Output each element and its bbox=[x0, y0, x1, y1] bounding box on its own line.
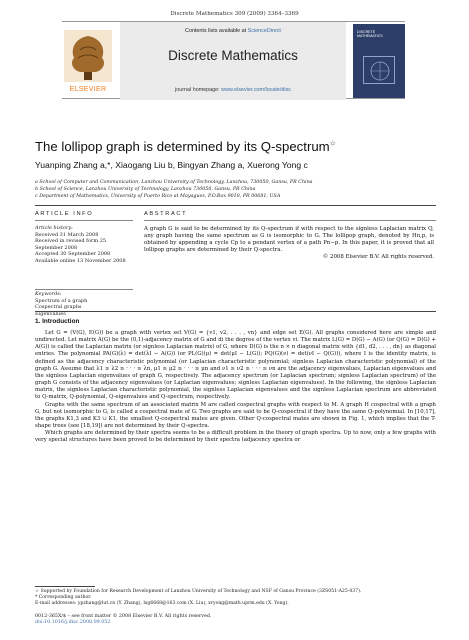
keywords-block bbox=[35, 291, 135, 317]
history-received: Received 31 March 2008 bbox=[35, 231, 99, 238]
article-info-heading: ARTICLE INFO bbox=[35, 211, 94, 217]
issn-line: 0012-365X/$ – see front matter © 2008 Elsevier B.V. All rights reserved. bbox=[35, 614, 212, 619]
homepage-prefix: journal homepage: bbox=[175, 87, 222, 93]
journal-masthead bbox=[62, 21, 405, 99]
footnote-rule bbox=[35, 586, 95, 587]
section-heading: 1. Introduction bbox=[35, 318, 80, 325]
email-footnote[interactable]: E-mail addresses: ypzhang@lut.cn (Y. Zhang), lxg6668@163.com (X. Liu), xryong@math.uprm.edu (X. Yong). bbox=[35, 600, 289, 606]
cover-graphic-icon bbox=[364, 57, 396, 85]
intro-paragraph: Which graphs are determined by their spectra seems to be a difficult problem in the theory of graph spectra. Up to now, only a few graphs with very special structures have been proved to be determined by their spectra (adjacency spectra or bbox=[35, 430, 436, 444]
history-online: Available online 13 November 2008 bbox=[35, 257, 126, 264]
abstract-heading: ABSTRACT bbox=[144, 211, 188, 217]
funding-footnote: ☆ Supported by Foundation for Research Development of Lanzhou University of Technology and NSF of Gansu Province (3ZS051-A25-037). bbox=[35, 589, 362, 594]
affiliation-c: c Department of Mathematics, University of Puerto Rico at Mayaguez, P.O.Box 9018, PR 00681, USA bbox=[35, 194, 281, 199]
homepage-line bbox=[120, 87, 346, 93]
sciencedirect-link[interactable]: ScienceDirect bbox=[247, 28, 281, 34]
article-history bbox=[35, 225, 135, 265]
affiliation-b: b School of Science, Lanzhou University of Technology, Lanzhou 730050, Gansu, PR China bbox=[35, 187, 256, 192]
running-header: Discrete Mathematics 309 (2009) 3364–3369 bbox=[170, 11, 299, 17]
intro-paragraph: Let G = (V(G), E(G)) be a graph with vertex set V(G) = {v1, v2, . . . , vn} and edge set E(G). All graphs considered here are simple and undirected. Let matrix A(G) be the (0,1)-adjacency matrix of G and di the degree of the vertex vi. The matrix L(G) = D(G) − A(G) (or Q(G) = D(G) + A(G)) is called the Laplacian matrix (or signless Laplacian matrix) of G, where D(G) is the n × n diagonal matrix with {d1, d2, . . . , dn} as diagonal entries. The polynomial PA(G)(λ) = det(λI − A(G)) (or PL(G)(μ) = det(μI − L(G)); PQ(G)(ν) = det(νI − Q(G))), where I is the identity matrix, is defined as the adjacency characteristic polynomial (or Laplacian characteristic polynomial; signless Laplacian characteristic polynomial) of the graph G. Assume that λ1 ≥ λ2 ≥ · · · ≥ λn, μ1 ≥ μ2 ≥ · · · ≥ μn and ν1 ≥ ν2 ≥ · · · ≥ νn are the adjacency eigenvalues, Laplacian eigenvalues and the signless Laplacian eigenvalues of graph G, respectively. The adjacency spectrum (or Laplacian spectrum; signless Laplacian spectrum) of the graph G consists of the adjacency eigenvalues (or Laplacian eigenvalues; signless Laplacian eigenvalues). In the following, the signless Laplacian matrix, the signless Laplacian characteristic polynomial, the signless Laplacian eigenvalues and the signless Laplacian spectrum are abbreviated to Q-matrix, Q-polynomial, Q-eigenvalues and Q-spectrum, respectively. bbox=[35, 330, 436, 401]
abstract-text: A graph G is said to be determined by its Q-spectrum if with respect to the signless Laplacian matrix Q, any graph having the same spectrum as G is isomorphic to G. The lollipop graph, denoted by Hn,p, is obtained by appending a cycle Cp to a pendant vertex of a path Pn−p. In this paper, it is proved that all lollipop graphs are determined by their Q-spectra. bbox=[144, 226, 434, 253]
keyword-item: Cospectral graphs bbox=[35, 304, 82, 311]
cover-image bbox=[363, 56, 395, 84]
masthead-panel bbox=[120, 22, 346, 100]
contents-line bbox=[120, 28, 346, 34]
abstract-body bbox=[144, 226, 434, 261]
title-footnote-mark[interactable]: ☆ bbox=[329, 140, 336, 148]
contents-prefix: Contents lists available at bbox=[185, 28, 248, 34]
corresponding-footnote: * Corresponding author. bbox=[35, 594, 92, 600]
article-title-text: The lollipop graph is determined by its Q-spectrum bbox=[35, 139, 330, 154]
bottom-matter bbox=[35, 614, 436, 627]
journal-title: Discrete Mathematics bbox=[168, 48, 298, 63]
copyright: © 2008 Elsevier B.V. All rights reserved. bbox=[322, 254, 434, 260]
publisher-name: ELSEVIER bbox=[69, 86, 107, 93]
keywords-label: Keywords: bbox=[35, 291, 62, 297]
doi-link[interactable]: doi:10.1016/j.disc.2008.09.052 bbox=[35, 620, 111, 626]
cover-line-2: MATHEMATICS bbox=[357, 34, 383, 39]
cover-line-1: DISCRETE bbox=[357, 30, 376, 34]
keyword-item: Eigenvalues bbox=[35, 310, 66, 317]
history-accepted: Accepted 30 September 2008 bbox=[35, 251, 111, 258]
abstract-rule bbox=[144, 220, 436, 221]
divider-mid bbox=[35, 311, 436, 312]
keywords-rule bbox=[35, 289, 133, 290]
keyword-item: Spectrum of a graph bbox=[35, 297, 88, 304]
cover-title bbox=[357, 30, 383, 39]
history-label: Article history: bbox=[35, 225, 73, 231]
elsevier-logo[interactable] bbox=[62, 28, 114, 100]
divider-top bbox=[35, 205, 436, 206]
history-revised: Received in revised form 25 September 2008 bbox=[35, 238, 107, 251]
affiliation-a: a School of Computer and Communication, Lanzhou University of Technology, Lanzhou, 730050, Gansu, PR China bbox=[35, 180, 313, 185]
article-title bbox=[35, 139, 336, 154]
footnotes bbox=[35, 589, 436, 606]
author-list: Yuanping Zhang a,*, Xiaogang Liu b, Bingyan Zhang a, Xuerong Yong c bbox=[35, 160, 308, 170]
journal-cover[interactable] bbox=[353, 24, 405, 98]
info-rule bbox=[35, 220, 133, 221]
introduction-body bbox=[35, 330, 436, 445]
homepage-link[interactable]: www.elsevier.com/locate/disc bbox=[221, 87, 291, 93]
intro-paragraph: Graphs with the same spectrum of an associated matrix M are called cospectral graphs with respect to M. A graph H cospectral with a graph G, but not isomorphic to G, is called a cospectral mate of G. Two graphs are said to be Q-cospectral if they have the same Q-polynomial. In [10,17], the graphs K1,3 and K3 ∪ K1, the smallest Q-cospectral mates are given. Other Q-cospectral mates are shown in Fig. 1, which implies that the T-shape trees (see [18,19]) are not determined by their Q-spectra. bbox=[35, 401, 436, 430]
